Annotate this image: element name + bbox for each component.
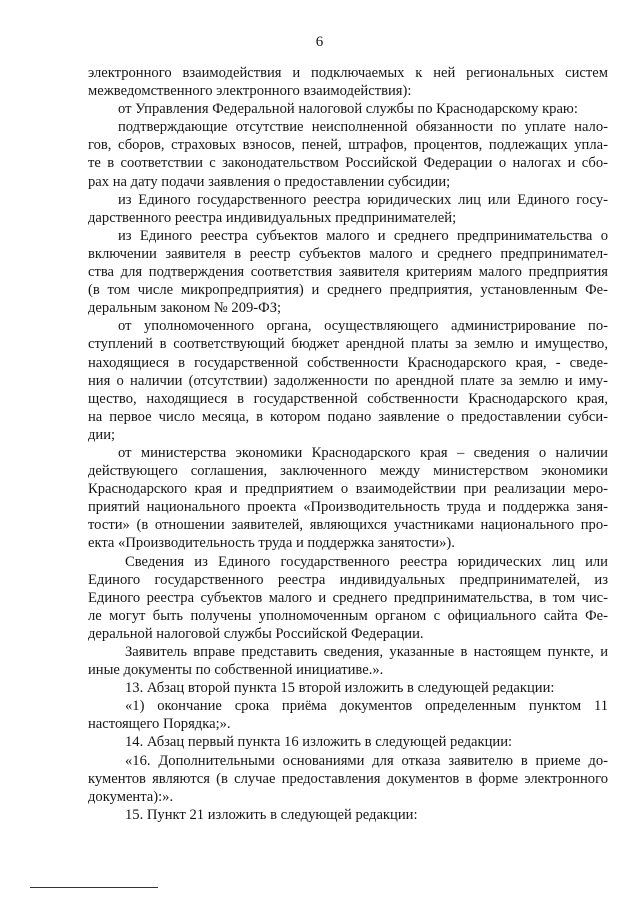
footnote-separator [30, 887, 158, 888]
text-line: на первое число месяца, в котором подано заявление о предоставлении субси- [88, 408, 608, 425]
text-line: приятий национального проекта «Производительность труда и поддержка заня- [88, 499, 608, 516]
text-line: из Единого государственного реестра юридических лиц или Единого госу- [118, 191, 608, 208]
text-line: настоящего Порядка;». [88, 716, 231, 733]
text-line: дии; [88, 426, 116, 443]
text-line: екта «Производительность труда и поддержка занятости»). [88, 535, 455, 552]
text-line: ства для подтверждения соответствия заявителя критериям малого предприятия [88, 264, 608, 281]
text-line: от уполномоченного органа, осуществляющего администрирование по- [118, 318, 608, 335]
document-body [88, 64, 608, 824]
text-line: те в соответствии с законодательством Российской Федерации о налогах и сбо- [88, 155, 608, 172]
text-line: тости» (в отношении заявителей, являющихся участниками национального про- [88, 517, 608, 534]
text-line: межведомственного электронного взаимодействия): [88, 83, 412, 100]
page-number: 6 [315, 34, 324, 50]
text-line: дарственного реестра индивидуальных предпринимателей; [88, 209, 457, 226]
text-line: деральной налоговой службы Российской Федерации. [88, 625, 424, 642]
text-line: от Управления Федеральной налоговой службы по Краснодарскому краю: [118, 101, 578, 118]
text-line: (в том числе микропредприятия) и среднего предприятия, установленным Фе- [88, 282, 608, 299]
text-line: Единого реестра субъектов малого и среднего предпринимательства, в том чис- [88, 589, 608, 606]
text-line: Краснодарского края и предприятием о взаимодействии при реализации меро- [88, 481, 608, 498]
text-line: кументов являются (в случае предоставления документов в форме электронного [88, 770, 608, 787]
text-line: «16. Дополнительными основаниями для отказа заявителю в приеме до- [125, 752, 608, 769]
text-line: гов, сборов, страховых взносов, пеней, штрафов, процентов, подлежащих упла- [88, 137, 608, 154]
text-line: ле могут быть получены уполномоченным органом с официального сайта Фе- [88, 607, 608, 624]
text-line: из Единого реестра субъектов малого и среднего предпринимательства о [118, 227, 608, 244]
text-line: ступлений в соответствующий бюджет арендной платы за землю и имущество, [88, 336, 608, 353]
text-line: иные документы по собственной инициативе.». [88, 662, 384, 679]
text-line: щество, находящиеся в государственной собственности Краснодарского края, [88, 390, 608, 407]
text-line: ния о наличии (отсутствии) задолженности по арендной плате за землю и иму- [88, 372, 608, 389]
text-line: действующего соглашения, заключенного между министерством экономики [88, 463, 608, 480]
text-line: электронного взаимодействия и подключаемых к ней региональных систем [88, 65, 608, 81]
text-line: от министерства экономики Краснодарского края – сведения о наличии [118, 444, 608, 461]
text-line: рах на дату подачи заявления о предоставлении субсидии; [88, 173, 451, 190]
text-line: включении заявителя в реестр субъектов малого и среднего предпринимател- [88, 245, 608, 262]
text-line: 14. Абзац первый пункта 16 изложить в следующей редакции: [125, 734, 513, 751]
text-line: Сведения из Единого государственного реестра юридических лиц или [125, 553, 608, 570]
text-line: 15. Пункт 21 изложить в следующей редакции: [125, 806, 418, 823]
text-line: Единого государственного реестра индивидуальных предпринимателей, из [88, 571, 608, 588]
text-line: деральным законом № 209-ФЗ; [88, 300, 282, 317]
text-line: «1) окончание срока приёма документов определенным пунктом 11 [125, 698, 608, 715]
text-line: 13. Абзац второй пункта 15 второй изложить в следующей редакции: [125, 680, 555, 697]
text-line: подтверждающие отсутствие неисполненной обязанности по уплате нало- [118, 119, 608, 136]
text-line: Заявитель вправе представить сведения, указанные в настоящем пункте, и [125, 644, 608, 660]
text-line: документа):». [88, 788, 174, 805]
text-line: находящиеся в государственной собственности Краснодарского края, - сведе- [88, 354, 608, 371]
